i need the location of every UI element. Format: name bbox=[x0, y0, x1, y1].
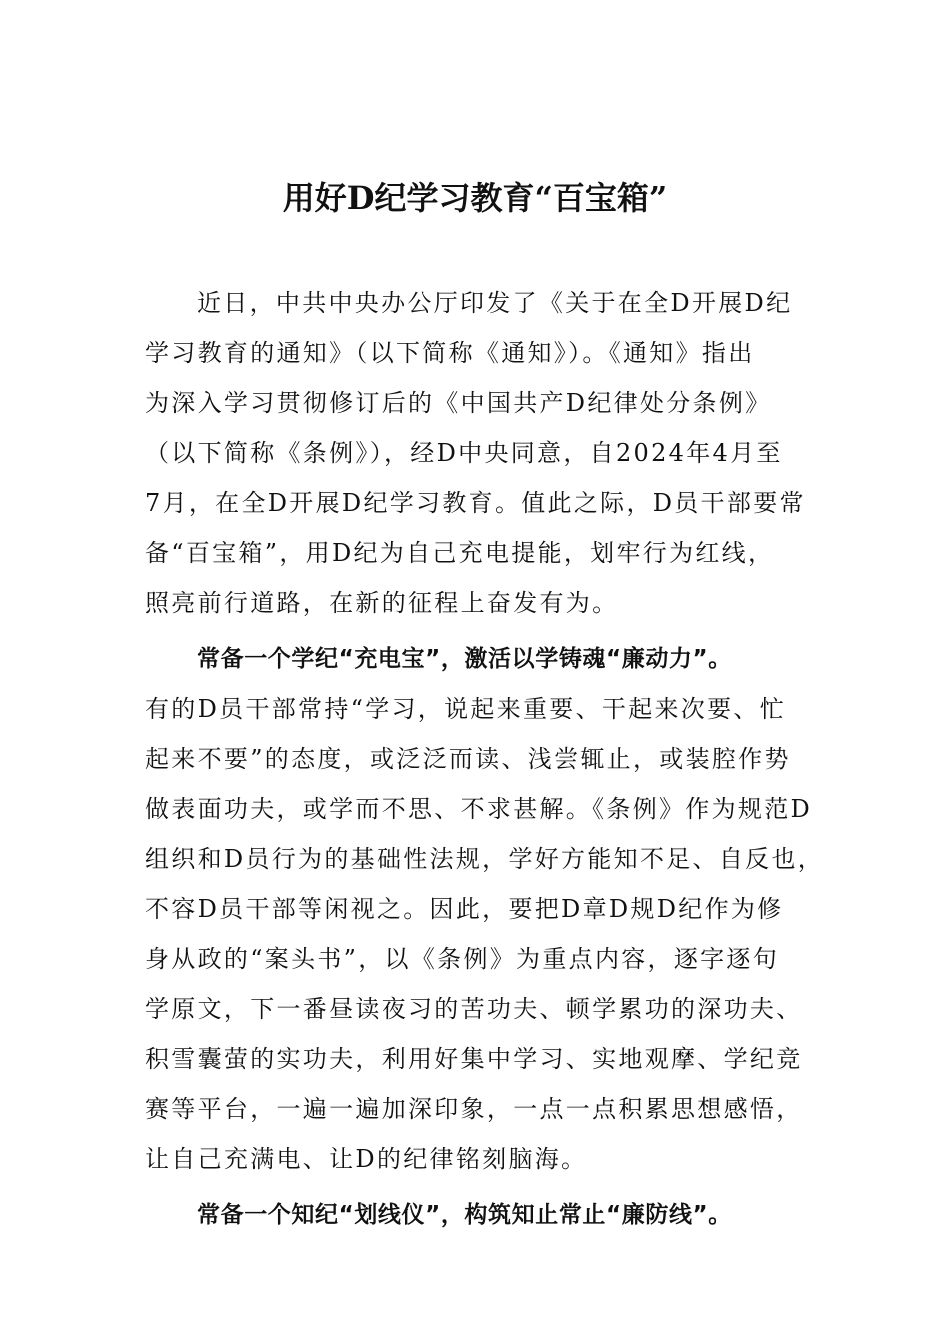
section-2 bbox=[145, 1190, 811, 1240]
paragraph-line: 照亮前行道路，在新的征程上奋发有为。 bbox=[145, 589, 619, 617]
paragraph-line: 近日，中共中央办公厅印发了《关于在全D开展D纪 bbox=[197, 289, 793, 317]
section-heading: 常备一个学纪“充电宝”，激活以学铸魂“廉动力”。 bbox=[197, 646, 732, 672]
document-body bbox=[145, 278, 825, 1240]
paragraph-line: 赛等平台，一遍一遍加深印象，一点一点积累思想感悟， bbox=[145, 1095, 803, 1123]
document-title: 用好D纪学习教育“百宝箱” bbox=[282, 179, 668, 217]
paragraph-line: 组织和D员行为的基础性法规，学好方能知不足、自反也， bbox=[145, 845, 825, 873]
section-1 bbox=[145, 634, 825, 1184]
paragraph-line: 为深入学习贯彻修订后的《中国共产D纪律处分条例》 bbox=[145, 389, 772, 417]
paragraph-line: （以下简称《条例》），经D中央同意，自2024年4月至 bbox=[145, 439, 783, 467]
paragraph-line: 有的D员干部常持“学习，说起来重要、干起来次要、忙 bbox=[145, 695, 787, 723]
paragraph-line: 做表面功夫，或学而不思、不求甚解。《条例》作为规范D bbox=[145, 795, 813, 823]
paragraph-line: 身从政的“案头书”，以《条例》为重点内容，逐字逐句 bbox=[145, 945, 780, 973]
paragraph-line: 起来不要”的态度，或泛泛而读、浅尝辄止，或装腔作势 bbox=[145, 745, 791, 773]
paragraph-line: 让自己充满电、让D的纪律铭刻脑海。 bbox=[145, 1145, 588, 1173]
paragraph-line: 学习教育的通知》（以下简称《通知》）。《通知》指出 bbox=[145, 339, 755, 367]
paragraph-line: 不容D员干部等闲视之。因此，要把D章D规D纪作为修 bbox=[145, 895, 784, 923]
paragraph-line: 7月，在全D开展D纪学习教育。值此之际，D员干部要常 bbox=[145, 489, 806, 517]
intro-paragraph bbox=[145, 278, 811, 628]
paragraph-line: 学原文，下一番昼读夜习的苦功夫、顿学累功的深功夫、 bbox=[145, 995, 803, 1023]
paragraph-line: 积雪囊萤的实功夫，利用好集中学习、实地观摩、学纪竞 bbox=[145, 1045, 803, 1073]
section-heading: 常备一个知纪“划线仪”，构筑知止常止“廉防线”。 bbox=[197, 1202, 732, 1228]
paragraph-line: 备“百宝箱”，用D纪为自己充电提能，划牢行为红线， bbox=[145, 539, 775, 567]
